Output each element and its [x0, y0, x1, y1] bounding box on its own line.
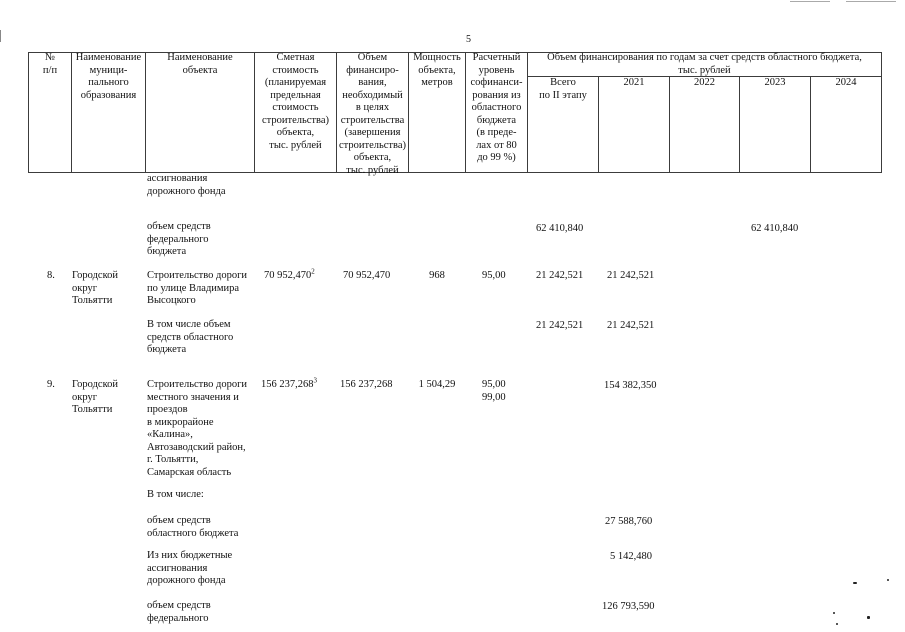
- row-object: В том числе:: [147, 489, 204, 500]
- row-total: 62 410,840: [536, 223, 584, 234]
- row-capacity: 968: [429, 270, 445, 281]
- header-municipality: Наименование муници- пального образования: [75, 52, 142, 101]
- row-2021: 21 242,521: [607, 270, 655, 281]
- header-funding-volume: Объем финансиро- вания, необходимый в целях строительства (завершения строительства) объекта, тыс. рублей: [339, 52, 406, 176]
- row-object: объем средств федерального бюджета: [147, 221, 211, 257]
- row-funding: 156 237,268: [340, 379, 393, 390]
- row-num: 8.: [47, 270, 55, 281]
- row-cost-value: 156 237,268: [261, 379, 314, 390]
- header-2023: 2023: [764, 77, 786, 88]
- row-2023: 62 410,840: [751, 223, 799, 234]
- row-object: Из них бюджетные ассигнования дорожного фонда: [147, 550, 233, 586]
- header-2022: 2022: [694, 77, 715, 88]
- row-object: объем средств федерального: [147, 600, 211, 624]
- row-total: 21 242,521: [536, 320, 584, 331]
- row-object: объем средств областного бюджета: [147, 515, 239, 539]
- row-2021: 126 793,590: [602, 601, 655, 612]
- header-2021: 2021: [623, 77, 645, 88]
- row-municipality: Городской округ Тольятти: [72, 270, 119, 306]
- header-capacity: Мощность объекта, метров: [413, 52, 461, 88]
- header-object: Наименование объекта: [167, 52, 233, 76]
- header-cofinancing: Расчетный уровень софинанси- рования из областного бюджета (в преде- лах от 80 до 99 %): [470, 52, 523, 163]
- row-2021: 21 242,521: [607, 320, 655, 331]
- header-estimated-cost: Сметная стоимость (планируемая предельная стоимость строительства) объекта, тыс. рублей: [262, 52, 329, 151]
- row-funding: 70 952,470: [343, 270, 391, 281]
- row-cofinancing: 95,00: [482, 270, 506, 281]
- row-2021: 5 142,480: [610, 551, 652, 562]
- row-capacity: 1 504,29: [418, 379, 456, 390]
- row-2021: 27 588,760: [605, 516, 653, 527]
- row-cofinancing: 95,00 99,00: [482, 379, 506, 403]
- header-2024: 2024: [835, 77, 857, 88]
- row-cost-footnote: 3: [313, 376, 317, 385]
- row-municipality: Городской округ Тольятти: [72, 379, 119, 415]
- row-cost-footnote: 2: [311, 267, 315, 276]
- row-total: 21 242,521: [536, 270, 584, 281]
- row-object: Строительство дороги по улице Владимира Высоцкого: [147, 270, 248, 306]
- row-cost-value: 70 952,470: [264, 270, 312, 281]
- header-funding-by-year: Объем финансирования по годам за счет средств областного бюджета, тыс. рублей: [547, 52, 862, 76]
- row-cost: [261, 376, 317, 392]
- header-num: № п/п: [42, 52, 58, 76]
- page-number: 5: [466, 34, 471, 45]
- row-2021: 154 382,350: [604, 380, 657, 391]
- row-cost: [264, 267, 315, 283]
- row-num: 9.: [47, 379, 55, 390]
- row-object: В том числе объем средств областного бюджета: [147, 319, 234, 355]
- header-total: Всего по II этапу: [539, 77, 587, 101]
- row-object: ассигнования дорожного фонда: [147, 173, 226, 197]
- row-object: Строительство дороги местного значения и проездов в микрорайоне «Калина», Автозаводский район, г. Тольятти, Самарская область: [147, 379, 248, 478]
